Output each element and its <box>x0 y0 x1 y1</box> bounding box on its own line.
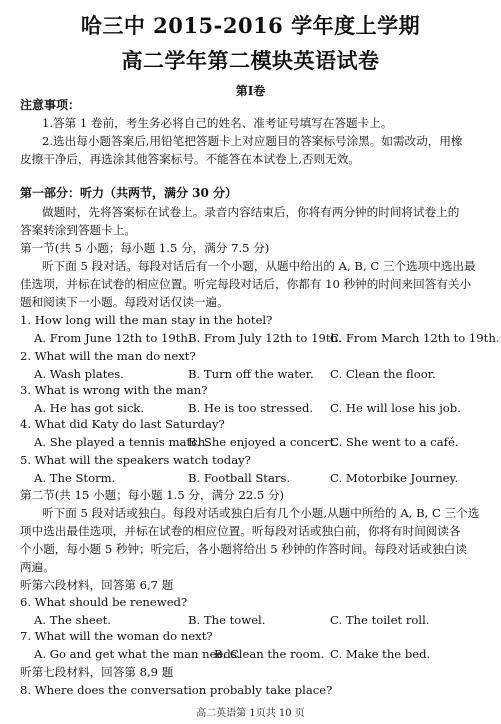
page-footer: 高二英语第 1页共 10 页 <box>196 708 305 719</box>
question-4: 4. What did Katy do last Saturday? <box>20 417 225 431</box>
question-4-option-c: C. She went to a café. <box>330 435 459 449</box>
question-3-option-c: C. He will lose his job. <box>330 401 461 415</box>
question-8: 8. Where does the conversation probably take place? <box>20 683 333 697</box>
section2-heading: 第二节(共 15 小题；每小题 1.5 分，满分 22.5 分) <box>20 488 285 502</box>
section2-instructions-3: 个小题，每小题 5 秒钟；听完后，各小题将给出 5 秒钟的作答时间。每段对话或独白读 <box>20 542 467 556</box>
section1-heading: 第一节(共 5 小题；每小题 1.5 分，满分 7.5 分) <box>20 241 270 255</box>
question-3-option-a: A. He has got sick. <box>34 401 145 415</box>
question-7-option-b: B. Clean the room. <box>214 647 325 661</box>
question-5-option-b: B. Football Stars. <box>188 471 291 485</box>
question-1-option-b: B. From July 12th to 19th. <box>188 331 342 345</box>
section1-instructions-3: 题和阅读下一小题。每段对话仅读一遍。 <box>20 295 229 309</box>
volume-label: 第Ⅰ卷 <box>235 84 266 98</box>
question-1-option-a: A. From June 12th to 19th. <box>34 331 192 345</box>
question-2: 2. What will the man do next? <box>20 349 196 363</box>
question-7: 7. What will the woman do next? <box>20 629 213 643</box>
question-2-option-b: B. Turn off the water. <box>188 367 314 381</box>
section2-instructions-4: 两遍。 <box>20 560 55 574</box>
question-3-option-b: B. He is too stressed. <box>188 401 314 415</box>
question-7-option-a: A. Go and get what the man needs. <box>34 647 241 661</box>
notice-item-1: 1.答第 1 卷前，考生务必将自己的姓名、准考证号填写在答题卡上。 <box>42 116 393 130</box>
material-7-label: 听第七段材料，回答第 8,9 题 <box>20 665 174 679</box>
notice-heading: 注意事项： <box>20 98 81 112</box>
section2-instructions: 听下面 5 段对话或独白。每段对话或独白后有几个小题,从题中所给的 A, B, C 三个选 <box>42 506 480 520</box>
question-1: 1. How long will the man stay in the hotel? <box>20 313 273 327</box>
question-5-option-a: A. The Storm. <box>34 471 116 485</box>
exam-title: 哈三中 2015-2016 学年度上学期 <box>80 13 421 38</box>
section1-instructions-2: 佳选项，并标在试卷的相应位置。听完每段对话后，你都有 10 秒钟的时间来回答有关小 <box>20 277 472 291</box>
question-3: 3. What is wrong with the man? <box>20 383 208 397</box>
notice-item-2-cont: 皮擦干净后，再选涂其他答案标号。不能答在本试卷上,否则无效。 <box>20 152 360 166</box>
question-6-option-b: B. The towel. <box>188 613 266 627</box>
notice-item-2: 2.选出每小题答案后,用铅笔把答题卡上对应题目的答案标号涂黑。如需改动，用橡 <box>42 134 463 148</box>
question-4-option-a: A. She played a tennis match. <box>34 435 209 449</box>
exam-subtitle: 高二学年第二模块英语试卷 <box>121 48 380 73</box>
question-4-option-b: B. She enjoyed a concert. <box>188 435 339 449</box>
section2-instructions-2: 项中选出最佳选项，并标在试卷的相应位置。听每段对话或独白前，你将有时间阅读各 <box>20 524 461 538</box>
question-6: 6. What should be renewed? <box>20 595 188 609</box>
question-7-option-c: C. Make the bed. <box>330 647 431 661</box>
part1-intro-cont: 答案转涂到答题卡上。 <box>20 223 136 237</box>
question-5-option-c: C. Motorbike Journey. <box>330 471 459 485</box>
question-5: 5. What will the speakers watch today? <box>20 453 251 467</box>
material-6-label: 听第六段材料，回答第 6,7 题 <box>20 578 174 592</box>
question-2-option-c: C. Clean the floor. <box>330 367 436 381</box>
section1-instructions: 听下面 5 段对话。每段对话后有一个小题，从题中给出的 A, B, C 三个选项中选出最 <box>42 259 476 273</box>
question-6-option-a: A. The sheet. <box>34 613 111 627</box>
question-6-option-c: C. The toilet roll. <box>330 613 430 627</box>
question-1-option-c: C. From March 12th to 19th. <box>330 331 500 345</box>
part1-intro: 做题时，先将答案标在试卷上。录音内容结束后，你将有两分钟的时间将试卷上的 <box>42 205 460 219</box>
question-2-option-a: A. Wash plates. <box>34 367 124 381</box>
part1-heading: 第一部分：听力（共两节，满分 30 分） <box>20 186 238 200</box>
